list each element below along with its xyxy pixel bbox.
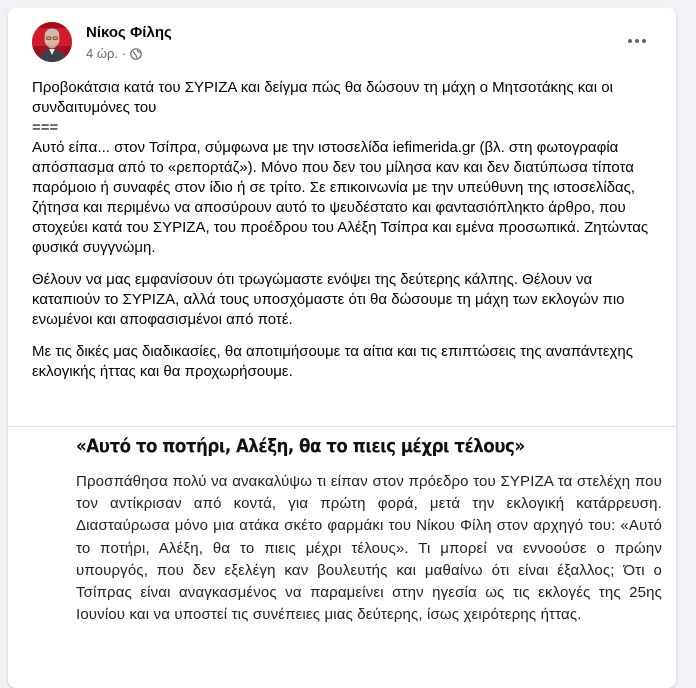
more-dot xyxy=(642,39,646,43)
avatar-photo-icon xyxy=(32,22,72,62)
article-body: Προσπάθησα πολύ να ανακαλύψω τι είπαν στον πρόεδρο του ΣΥΡΙΖΑ τα στελέχη που τον αντίκρισαν από κοντά, για πρώτη φορά, μετά την εκλογική κατάρρευση. Διασταύρωσα μόνο μια ατάκα σκέτο φαρμάκι του Νίκου Φίλη στον αρχηγό του: «Αυτό το ποτήρι, Αλέξη, θα το πιεις μέχρι τέλους». Τι μπορεί να εννοούσε ο πρώην υπουργός, που δεν εξελέγη καν βουλευτής και μαθαίνω ότι είναι έξαλλος; Ότι ο Τσίπρας είναι αναγκασμένος να παραμείνει στην ηγεσία ως τις εκλογές της 25ης Ιουνίου και να υποστεί τις συνέπειες μιας δεύτερης, ίσως χειρότερης ήττας. xyxy=(76,473,662,624)
article-title: «Αυτό το ποτήρι, Αλέξη, θα το πιεις μέχρι τέλους» xyxy=(76,435,525,457)
more-dot xyxy=(635,39,639,43)
post-card xyxy=(8,8,676,688)
post-timestamp[interactable]: 4 ώρ. xyxy=(86,46,118,61)
avatar[interactable] xyxy=(32,22,72,62)
author-name[interactable]: Νίκος Φίλης xyxy=(86,24,172,41)
globe-icon[interactable] xyxy=(130,48,142,60)
post-paragraph: Θέλουν να μας εμφανίσουν ότι τρωγώμαστε ενόψει της δεύτερης κάλπης. Θέλουν να καταπιούν το ΣΥΡΙΖΑ, αλλά τους υποσχόμαστε ότι θα δώσουμε τη μάχη των εκλογών πιο ενωμένοι και αποφασισμένοι από ποτέ. xyxy=(32,271,625,328)
post-header xyxy=(8,8,676,68)
more-dot xyxy=(628,39,632,43)
post-meta xyxy=(86,46,142,61)
post-text xyxy=(32,78,662,394)
post-paragraph: Με τις δικές μας διαδικασίες, θα αποτιμήσουμε τα αίτια και τις επιπτώσεις της αναπάντεχης εκλογικής ήττας και θα προχωρήσουμε. xyxy=(32,343,633,380)
post-paragraph: Προβοκάτσια κατά του ΣΥΡΙΖΑ και δείγμα πώς θα δώσουν τη μάχη ο Μητσοτάκης και οι συνδαιτυμόνες του === Αυτό είπα... στον Τσίπρα, σύμφωνα με την ιστοσελίδα iefimerida.gr (βλ. στη φωτογραφία απόσπασμα από το «ρεπορτάζ»). Μόνο που δεν του μίλησα καν και δεν διατύπωσα τίποτα παρόμοιο ή συναφές στον ίδιο ή σε τρίτο. Σε επικοινωνία με την υπεύθυνη της ιστοσελίδας, ζήτησα και περιμένω να αποσύρουν αυτό το ψευδέστατο και φαντασιόπληκτο άρθρο, που στοχεύει κατά του ΣΥΡΙΖΑ, του προέδρου του Αλέξη Τσίπρα και εμένα προσωπικά. Ζητώντας φυσικά συγγνώμη. xyxy=(32,79,649,256)
attached-article-image[interactable] xyxy=(8,427,676,687)
meta-separator: · xyxy=(122,46,127,61)
more-options-icon[interactable] xyxy=(624,34,650,48)
